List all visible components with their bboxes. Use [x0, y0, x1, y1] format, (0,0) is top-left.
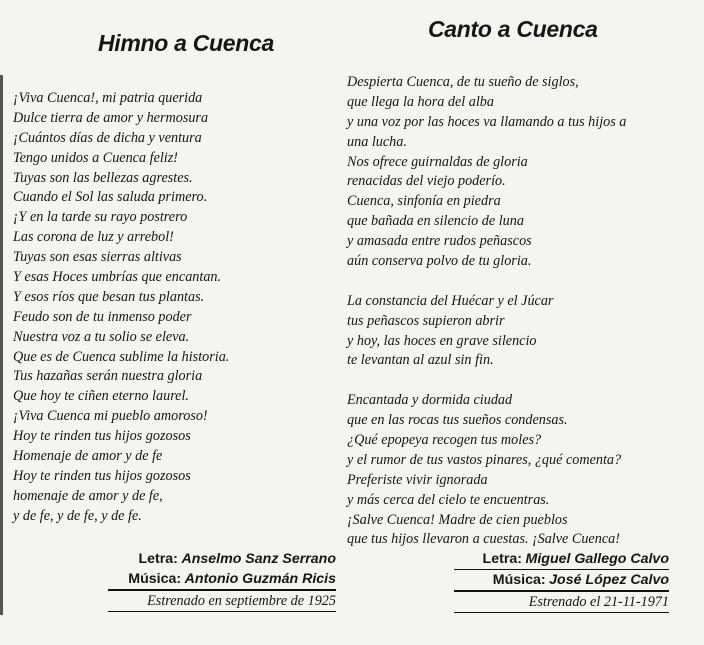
verse-line: Nuestra voz a tu solio se eleva.: [13, 328, 190, 345]
verse-line: Tengo unidos a Cuenca feliz!: [13, 149, 178, 166]
verse-line: Las corona de luz y arrebol!: [13, 229, 174, 246]
verse-line: Despierta Cuenca, de tu sueño de siglos,: [347, 74, 579, 90]
verse-line: Hoy te rinden tus hijos gozosos: [13, 467, 191, 484]
verse-line: Que hoy te ciñen eterno laurel.: [13, 388, 189, 405]
verse-line: y el rumor de tus vastos pinares, ¿qué comenta?: [347, 451, 622, 468]
canto-musica-credit: [454, 570, 669, 592]
musica-composer: José López Calvo: [549, 572, 669, 588]
scan-edge-shadow: [0, 75, 3, 615]
verse-line: y más cerca del cielo te encuentras.: [347, 491, 550, 508]
himno-title: Himno a Cuenca: [98, 30, 275, 56]
letra-author: Anselmo Sanz Serrano: [181, 551, 336, 567]
verse-line: una lucha.: [347, 133, 407, 150]
letra-author: Miguel Gallego Calvo: [525, 551, 669, 567]
himno-credits: [108, 549, 336, 612]
verse-line: Y esas Hoces umbrías que encantan.: [13, 269, 222, 286]
canto-title: Canto a Cuenca: [428, 16, 598, 42]
verse-line: ¡Cuántos días de dicha y ventura: [13, 129, 202, 146]
letra-label: Letra:: [138, 551, 178, 567]
canto-letra-credit: [454, 549, 669, 570]
verse-line: Tus hazañas serán nuestra gloria: [13, 368, 203, 385]
verse-line: que bañada en silencio de luna: [347, 213, 524, 230]
canto-credits: [454, 549, 669, 613]
verse-line: Que es de Cuenca sublime la historia.: [13, 348, 230, 365]
verse-line: Dulce tierra de amor y hermosura: [13, 109, 209, 126]
verse-line: ¿Qué epopeya recogen tus moles?: [347, 432, 542, 449]
stanza-break: [347, 272, 677, 292]
musica-composer: Antonio Guzmán Ricis: [184, 571, 336, 587]
verse-line: Homenaje de amor y de fe: [13, 448, 163, 465]
verse-line: Cuando el Sol las saluda primero.: [13, 189, 208, 206]
verse-line: y de fe, y de fe, y de fe.: [13, 507, 142, 524]
verse-line: ¡Viva Cuenca mi pueblo amoroso!: [13, 408, 208, 425]
verse-line: que tus hijos llevaron a cuestas. ¡Salve Cuenca!: [347, 531, 620, 548]
verse-line: Encantada y dormida ciudad: [347, 392, 513, 409]
verse-line: Hoy te rinden tus hijos gozosos: [13, 428, 191, 445]
verse-line: ¡Salve Cuenca! Madre de cien pueblos: [347, 511, 568, 528]
himno-letra-credit: [108, 549, 336, 569]
verse-line: y hoy, las hoces en grave silencio: [347, 332, 537, 349]
verse-line: Tuyas son las bellezas agrestes.: [13, 169, 193, 186]
verse-line: Feudo son de tu inmenso poder: [13, 308, 192, 325]
himno-verses: [13, 89, 229, 527]
canto-verses: [347, 73, 677, 550]
verse-line: homenaje de amor y de fe,: [13, 487, 163, 504]
verse-line: ¡Viva Cuenca!, mi patria querida: [13, 90, 203, 106]
verse-line: Preferiste vivir ignorada: [347, 471, 488, 488]
verse-line: que en las rocas tus sueños condensas.: [347, 412, 568, 429]
himno-premiere: Estrenado en septiembre de 1925: [108, 591, 336, 612]
verse-line: Cuenca, sinfonía en piedra: [347, 193, 501, 210]
stanza-break: [347, 371, 677, 391]
verse-line: tus peñascos supieron abrir: [347, 312, 505, 329]
verse-line: que llega la hora del alba: [347, 93, 494, 110]
musica-label: Música:: [492, 572, 546, 588]
verse-line: Y esos ríos que besan tus plantas.: [13, 288, 205, 305]
verse-line: Nos ofrece guirnaldas de gloria: [347, 153, 528, 170]
verse-line: y una voz por las hoces va llamando a tus hijos a: [347, 113, 627, 130]
verse-line: ¡Y en la tarde su rayo postrero: [13, 209, 188, 226]
himno-musica-credit: [108, 569, 336, 591]
canto-premiere: Estrenado el 21-11-1971: [454, 592, 669, 613]
verse-line: Tuyas son esas sierras altivas: [13, 249, 182, 266]
verse-line: La constancia del Huécar y el Júcar: [347, 292, 554, 309]
verse-line: aún conserva polvo de tu gloria.: [347, 253, 532, 270]
musica-label: Música:: [128, 571, 182, 587]
letra-label: Letra:: [482, 551, 522, 567]
verse-line: renacidas del viejo poderío.: [347, 173, 506, 190]
verse-line: y amasada entre rudos peñascos: [347, 233, 532, 250]
verse-line: te levantan al azul sin fin.: [347, 352, 494, 369]
